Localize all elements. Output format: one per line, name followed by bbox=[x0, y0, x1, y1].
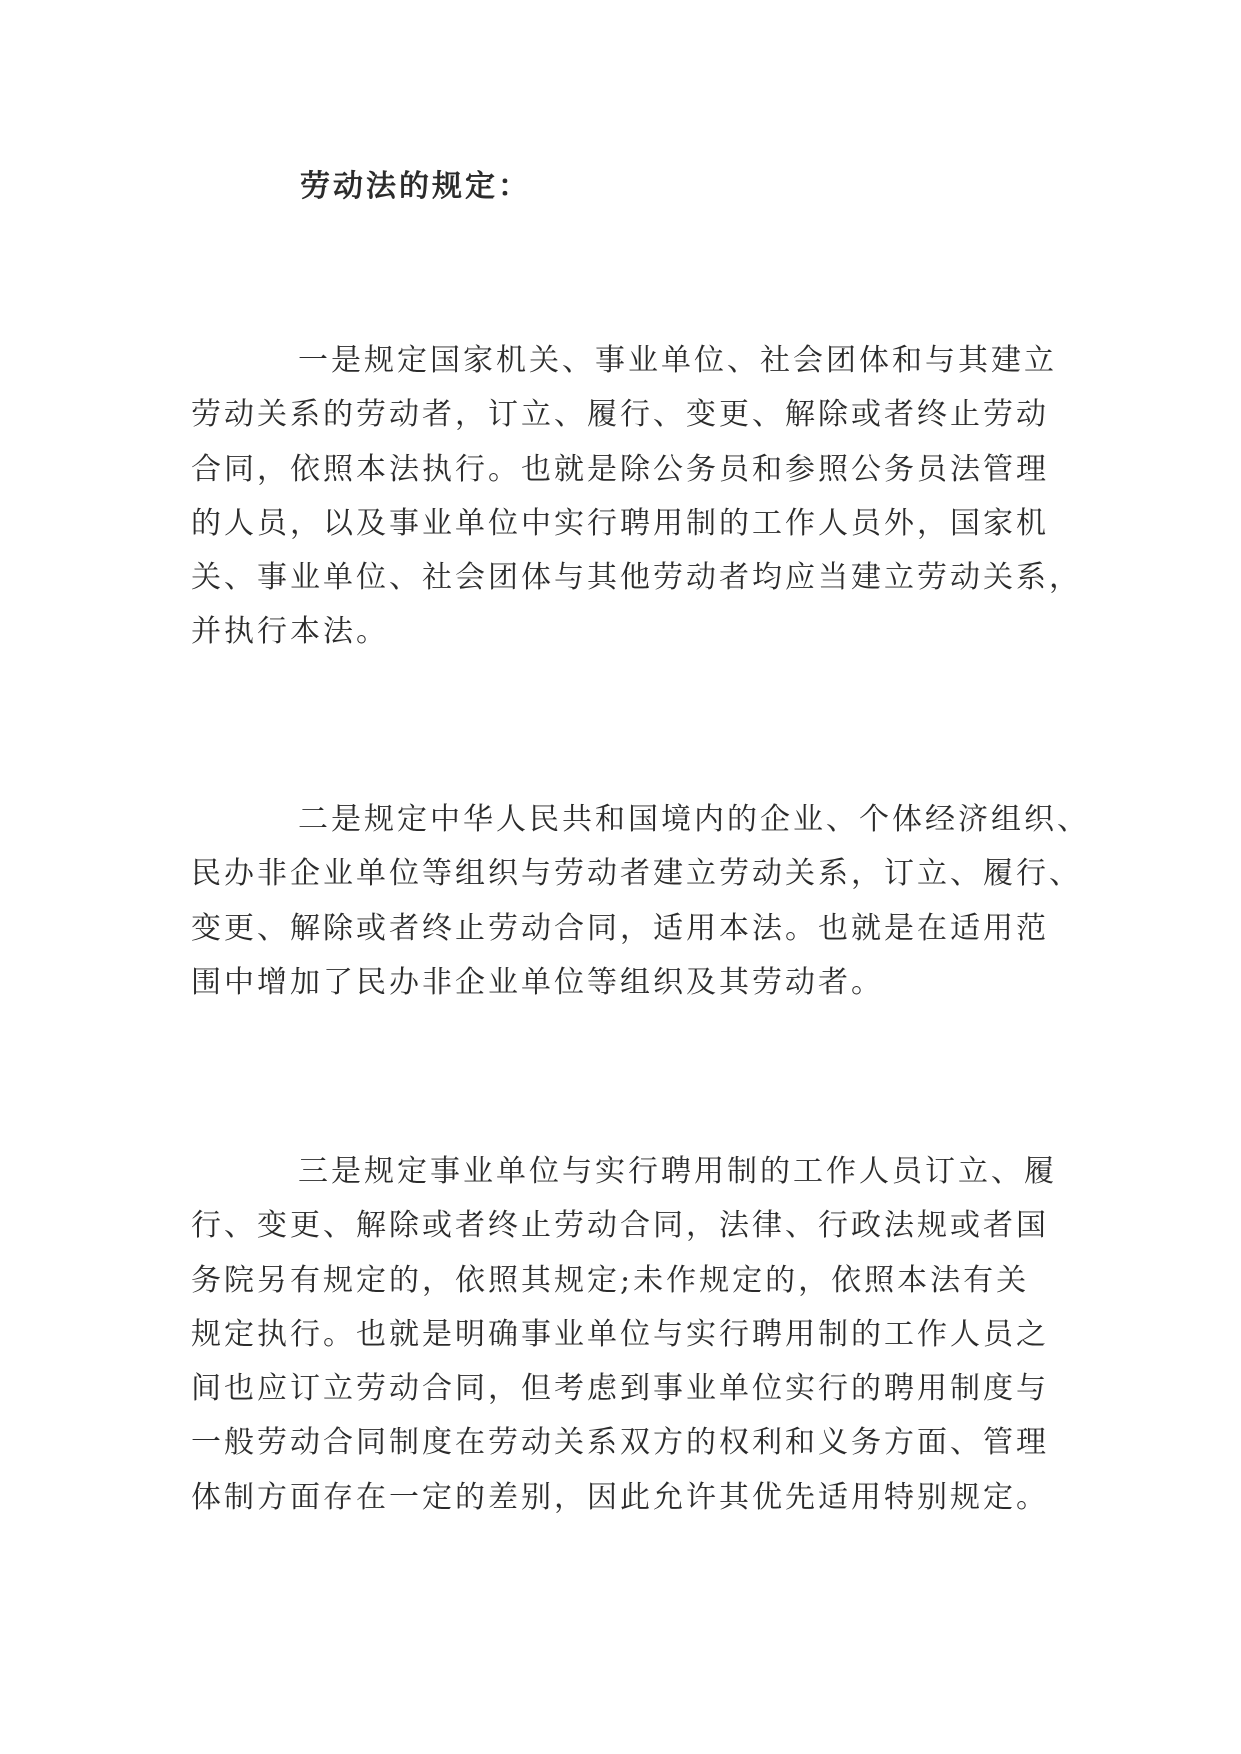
paragraph-line: 的人员，以及事业单位中实行聘用制的工作人员外，国家机 bbox=[191, 505, 1049, 541]
paragraph-line: 民办非企业单位等组织与劳动者建立劳动关系，订立、履行、 bbox=[191, 856, 1082, 892]
paragraph-line: 并执行本法。 bbox=[191, 614, 389, 650]
paragraph-line: 务院另有规定的，依照其规定;未作规定的，依照本法有关 bbox=[191, 1262, 1030, 1298]
paragraph-line: 三是规定事业单位与实行聘用制的工作人员订立、履 bbox=[298, 1154, 1057, 1189]
paragraph-line: 体制方面存在一定的差别，因此允许其优先适用特别规定。 bbox=[191, 1479, 1049, 1515]
paragraph-line: 变更、解除或者终止劳动合同，适用本法。也就是在适用范 bbox=[191, 910, 1049, 946]
paragraph-line: 二是规定中华人民共和国境内的企业、个体经济组织、 bbox=[298, 802, 1090, 837]
paragraph-2 bbox=[191, 793, 1090, 1010]
paragraph-line: 劳动关系的劳动者，订立、履行、变更、解除或者终止劳动 bbox=[191, 397, 1049, 433]
paragraph-line: 关、事业单位、社会团体与其他劳动者均应当建立劳动关系， bbox=[191, 560, 1082, 596]
paragraph-line: 间也应订立劳动合同，但考虑到事业单位实行的聘用制度与 bbox=[191, 1371, 1049, 1407]
document-heading: 劳动法的规定： bbox=[300, 169, 531, 204]
paragraph-line: 合同，依照本法执行。也就是除公务员和参照公务员法管理 bbox=[191, 451, 1049, 487]
paragraph-1 bbox=[191, 334, 1082, 660]
paragraph-line: 一是规定国家机关、事业单位、社会团体和与其建立 bbox=[298, 343, 1057, 378]
paragraph-line: 行、变更、解除或者终止劳动合同，法律、行政法规或者国 bbox=[191, 1208, 1049, 1244]
paragraph-line: 围中增加了民办非企业单位等组织及其劳动者。 bbox=[191, 964, 884, 1000]
paragraph-3 bbox=[191, 1145, 1061, 1525]
paragraph-line: 规定执行。也就是明确事业单位与实行聘用制的工作人员之 bbox=[191, 1316, 1049, 1352]
paragraph-line: 一般劳动合同制度在劳动关系双方的权利和义务方面、管理 bbox=[191, 1425, 1049, 1461]
